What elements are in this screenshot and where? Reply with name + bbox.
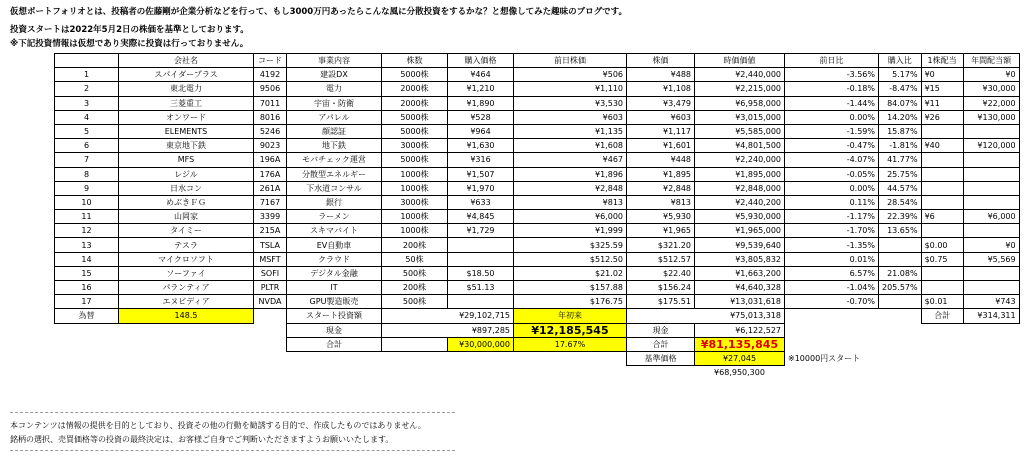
row-number: 8 bbox=[55, 167, 119, 181]
current-cash-value: ¥6,122,527 bbox=[695, 323, 785, 337]
dividend-per-share bbox=[921, 181, 963, 195]
share-count: 1000株 bbox=[382, 224, 448, 238]
header-dividend-per-share: 1株配当 bbox=[921, 54, 963, 68]
intro-line-2: 投資スタートは2022年5月2日の株価を基準としております。 bbox=[10, 25, 249, 35]
dividend-per-share: $0.75 bbox=[921, 252, 963, 266]
business: デジタル金融 bbox=[287, 266, 382, 280]
stock-code: SOFI bbox=[254, 266, 287, 280]
stock-code: 261A bbox=[254, 181, 287, 195]
current-cash-label: 現金 bbox=[627, 323, 695, 337]
intro-line-1: 仮想ポートフォリオとは、投稿者の佐藤剛が企業分析などを行って、もし3000万円あったらこんな風に分散投資をするかな？と想像してみた趣味のブログです。 bbox=[10, 7, 627, 17]
summary-row-4 bbox=[55, 351, 1020, 365]
row-number: 9 bbox=[55, 181, 119, 195]
share-count: 200株 bbox=[382, 238, 448, 252]
annual-dividend bbox=[963, 167, 1019, 181]
prev-close: ¥1,135 bbox=[514, 124, 627, 138]
purchase-price: ¥464 bbox=[448, 68, 514, 82]
company-name: レジル bbox=[119, 167, 254, 181]
annual-dividend: ¥130,000 bbox=[963, 110, 1019, 124]
business: ラーメン bbox=[287, 210, 382, 224]
annual-dividend bbox=[963, 266, 1019, 280]
stock-code: 215A bbox=[254, 224, 287, 238]
day-change: -1.35% bbox=[785, 238, 879, 252]
annual-dividend: ¥5,569 bbox=[963, 252, 1019, 266]
base-price-label: 基準価格 bbox=[627, 351, 695, 365]
table-row bbox=[55, 195, 1020, 209]
business: 宇宙・防衛 bbox=[287, 96, 382, 110]
ytd-percent: 17.67% bbox=[514, 337, 627, 351]
current-total-value: ¥81,135,845 bbox=[695, 337, 785, 351]
ytd-label: 年初来 bbox=[514, 309, 627, 323]
table-row bbox=[55, 181, 1020, 195]
day-change: -0.05% bbox=[785, 167, 879, 181]
company-name: タイミー bbox=[119, 224, 254, 238]
annual-dividend bbox=[963, 153, 1019, 167]
company-name: ソーファイ bbox=[119, 266, 254, 280]
purchase-price: ¥4,845 bbox=[448, 210, 514, 224]
market-value: ¥13,031,618 bbox=[695, 295, 785, 309]
current-price: ¥1,965 bbox=[627, 224, 695, 238]
dividend-per-share: ¥6 bbox=[921, 210, 963, 224]
header-code: コード bbox=[254, 54, 287, 68]
table-row bbox=[55, 124, 1020, 138]
row-number: 10 bbox=[55, 195, 119, 209]
dividend-per-share bbox=[921, 224, 963, 238]
day-change: -1.04% bbox=[785, 281, 879, 295]
purchase-price: ¥633 bbox=[448, 195, 514, 209]
dividend-total-label: 合計 bbox=[921, 309, 963, 323]
market-value: ¥4,801,500 bbox=[695, 139, 785, 153]
purchase-change: 14.20% bbox=[879, 110, 922, 124]
stock-code: 3399 bbox=[254, 210, 287, 224]
business: 電力 bbox=[287, 82, 382, 96]
share-count: 5000株 bbox=[382, 110, 448, 124]
share-count: 1000株 bbox=[382, 210, 448, 224]
purchase-price: ¥964 bbox=[448, 124, 514, 138]
dividend-per-share: ¥0 bbox=[921, 68, 963, 82]
share-count: 1000株 bbox=[382, 181, 448, 195]
purchase-change bbox=[879, 252, 922, 266]
row-number: 5 bbox=[55, 124, 119, 138]
day-change: 0.00% bbox=[785, 181, 879, 195]
prev-close: $21.02 bbox=[514, 266, 627, 280]
market-value: ¥1,965,000 bbox=[695, 224, 785, 238]
current-price: $512.57 bbox=[627, 252, 695, 266]
dividend-per-share: ¥15 bbox=[921, 82, 963, 96]
company-name: 日水コン bbox=[119, 181, 254, 195]
start-total-label: 合計 bbox=[287, 337, 382, 351]
purchase-change: 5.17% bbox=[879, 68, 922, 82]
market-value: ¥2,440,000 bbox=[695, 68, 785, 82]
current-market-value: ¥75,013,318 bbox=[627, 309, 785, 323]
business: 銀行 bbox=[287, 195, 382, 209]
market-value: ¥2,848,000 bbox=[695, 181, 785, 195]
portfolio-table bbox=[54, 53, 1020, 379]
dividend-per-share: ¥40 bbox=[921, 139, 963, 153]
day-change: -1.17% bbox=[785, 210, 879, 224]
prev-close: ¥6,000 bbox=[514, 210, 627, 224]
share-count: 500株 bbox=[382, 295, 448, 309]
market-value: ¥3,015,000 bbox=[695, 110, 785, 124]
table-row bbox=[55, 153, 1020, 167]
start-total-value: ¥30,000,000 bbox=[448, 337, 514, 351]
prev-close: $325.59 bbox=[514, 238, 627, 252]
company-name: テスラ bbox=[119, 238, 254, 252]
company-name: オンワード bbox=[119, 110, 254, 124]
annual-dividend bbox=[963, 124, 1019, 138]
purchase-price bbox=[448, 252, 514, 266]
company-name: めぶきＦＧ bbox=[119, 195, 254, 209]
dividend-total-value: ¥314,311 bbox=[963, 309, 1019, 323]
dividend-per-share: $0.01 bbox=[921, 295, 963, 309]
dividend-per-share bbox=[921, 124, 963, 138]
summary-row-3 bbox=[55, 337, 1020, 351]
row-number: 1 bbox=[55, 68, 119, 82]
purchase-change: 21.08% bbox=[879, 266, 922, 280]
current-price: ¥5,930 bbox=[627, 210, 695, 224]
company-name: ELEMENTS bbox=[119, 124, 254, 138]
share-count: 5000株 bbox=[382, 124, 448, 138]
market-value: ¥6,958,000 bbox=[695, 96, 785, 110]
purchase-price: ¥1,210 bbox=[448, 82, 514, 96]
company-name: スパイダープラス bbox=[119, 68, 254, 82]
business: クラウド bbox=[287, 252, 382, 266]
table-row bbox=[55, 82, 1020, 96]
share-count: 200株 bbox=[382, 281, 448, 295]
dividend-per-share: $0.00 bbox=[921, 238, 963, 252]
disclaimer-line-1: 本コンテンツは情報の提供を目的としており、投資その他の行動を勧誘する目的で、作成したものではありません。 bbox=[10, 421, 426, 430]
prev-close: ¥603 bbox=[514, 110, 627, 124]
base-price-note: ※10000円スタート bbox=[788, 354, 861, 364]
summary-row-1 bbox=[55, 309, 1020, 323]
share-count: 2000株 bbox=[382, 82, 448, 96]
dashed-divider-top bbox=[10, 412, 455, 413]
purchase-change: 41.77% bbox=[879, 153, 922, 167]
company-name: MFS bbox=[119, 153, 254, 167]
row-number: 13 bbox=[55, 238, 119, 252]
purchase-change: 13.65% bbox=[879, 224, 922, 238]
share-count: 2000株 bbox=[382, 96, 448, 110]
table-row bbox=[55, 96, 1020, 110]
prev-close: $157.88 bbox=[514, 281, 627, 295]
row-number: 14 bbox=[55, 252, 119, 266]
current-price: ¥1,895 bbox=[627, 167, 695, 181]
dividend-per-share bbox=[921, 167, 963, 181]
annual-dividend: ¥22,000 bbox=[963, 96, 1019, 110]
market-value: ¥3,805,832 bbox=[695, 252, 785, 266]
company-name: マイクロソフト bbox=[119, 252, 254, 266]
business: EV自動車 bbox=[287, 238, 382, 252]
day-change: -0.47% bbox=[785, 139, 879, 153]
market-value: ¥5,930,000 bbox=[695, 210, 785, 224]
purchase-price: ¥528 bbox=[448, 110, 514, 124]
company-name: パランティア bbox=[119, 281, 254, 295]
purchase-change: 84.07% bbox=[879, 96, 922, 110]
current-price: ¥2,848 bbox=[627, 181, 695, 195]
purchase-change bbox=[879, 295, 922, 309]
stock-code: MSFT bbox=[254, 252, 287, 266]
prev-close: $512.50 bbox=[514, 252, 627, 266]
dividend-per-share: ¥26 bbox=[921, 110, 963, 124]
stock-code: 8016 bbox=[254, 110, 287, 124]
business: アパレル bbox=[287, 110, 382, 124]
row-number: 16 bbox=[55, 281, 119, 295]
start-cash-value: ¥897,285 bbox=[382, 323, 514, 337]
header-purchase-price: 購入価格 bbox=[448, 54, 514, 68]
business: 地下鉄 bbox=[287, 139, 382, 153]
purchase-price bbox=[448, 295, 514, 309]
fx-label: 為替 bbox=[55, 309, 119, 323]
annual-dividend bbox=[963, 195, 1019, 209]
day-change: -1.44% bbox=[785, 96, 879, 110]
row-number: 11 bbox=[55, 210, 119, 224]
day-change: 0.11% bbox=[785, 195, 879, 209]
current-total-label: 合計 bbox=[627, 337, 695, 351]
purchase-change: 205.57% bbox=[879, 281, 922, 295]
day-change: 0.01% bbox=[785, 252, 879, 266]
prev-close: ¥813 bbox=[514, 195, 627, 209]
day-change: -0.18% bbox=[785, 82, 879, 96]
dividend-per-share bbox=[921, 195, 963, 209]
stock-code: 4192 bbox=[254, 68, 287, 82]
day-change: -0.70% bbox=[785, 295, 879, 309]
purchase-price: ¥1,507 bbox=[448, 167, 514, 181]
prev-close: ¥1,110 bbox=[514, 82, 627, 96]
market-value: ¥1,663,200 bbox=[695, 266, 785, 280]
ytd-value: ¥12,185,545 bbox=[514, 323, 627, 337]
share-count: 5000株 bbox=[382, 68, 448, 82]
header-market-value: 時価価値 bbox=[695, 54, 785, 68]
current-price: ¥1,108 bbox=[627, 82, 695, 96]
header-day-change: 前日比 bbox=[785, 54, 879, 68]
table-row bbox=[55, 266, 1020, 280]
current-price: ¥813 bbox=[627, 195, 695, 209]
purchase-price: ¥1,630 bbox=[448, 139, 514, 153]
header-annual-dividend: 年間配当額 bbox=[963, 54, 1019, 68]
current-price: ¥488 bbox=[627, 68, 695, 82]
purchase-price: ¥316 bbox=[448, 153, 514, 167]
header-shares: 株数 bbox=[382, 54, 448, 68]
header-prev-price: 前日株価 bbox=[514, 54, 627, 68]
stock-code: PLTR bbox=[254, 281, 287, 295]
day-change: 0.00% bbox=[785, 110, 879, 124]
start-invest-value: ¥29,102,715 bbox=[382, 309, 514, 323]
table-row bbox=[55, 167, 1020, 181]
market-value: ¥4,640,328 bbox=[695, 281, 785, 295]
table-row bbox=[55, 210, 1020, 224]
dividend-per-share bbox=[921, 266, 963, 280]
row-number: 7 bbox=[55, 153, 119, 167]
share-count: 5000株 bbox=[382, 153, 448, 167]
row-number: 12 bbox=[55, 224, 119, 238]
annual-dividend: ¥120,000 bbox=[963, 139, 1019, 153]
annual-dividend bbox=[963, 181, 1019, 195]
current-price: $156.24 bbox=[627, 281, 695, 295]
market-value: ¥2,240,000 bbox=[695, 153, 785, 167]
business: 分散型エネルギー bbox=[287, 167, 382, 181]
purchase-change bbox=[879, 238, 922, 252]
company-name: 山岡家 bbox=[119, 210, 254, 224]
annual-dividend bbox=[963, 281, 1019, 295]
day-change: -4.07% bbox=[785, 153, 879, 167]
purchase-change: 25.75% bbox=[879, 167, 922, 181]
previous-total-value: ¥68,950,300 bbox=[714, 368, 765, 378]
market-value: ¥5,585,000 bbox=[695, 124, 785, 138]
market-value: ¥2,215,000 bbox=[695, 82, 785, 96]
row-number: 6 bbox=[55, 139, 119, 153]
purchase-price: $51.13 bbox=[448, 281, 514, 295]
day-change: -1.70% bbox=[785, 224, 879, 238]
share-count: 3000株 bbox=[382, 195, 448, 209]
day-change: -1.59% bbox=[785, 124, 879, 138]
fx-value: 148.5 bbox=[119, 309, 254, 323]
stock-code: NVDA bbox=[254, 295, 287, 309]
stock-code: 9023 bbox=[254, 139, 287, 153]
header-company: 会社名 bbox=[119, 54, 254, 68]
current-price: $321.20 bbox=[627, 238, 695, 252]
prev-close: ¥506 bbox=[514, 68, 627, 82]
purchase-price bbox=[448, 238, 514, 252]
purchase-change: -8.47% bbox=[879, 82, 922, 96]
stock-code: 176A bbox=[254, 167, 287, 181]
table-row bbox=[55, 295, 1020, 309]
prev-close: ¥1,896 bbox=[514, 167, 627, 181]
share-count: 500株 bbox=[382, 266, 448, 280]
prev-close: ¥2,848 bbox=[514, 181, 627, 195]
business: 下水道コンサル bbox=[287, 181, 382, 195]
company-name: 東京地下鉄 bbox=[119, 139, 254, 153]
prev-close: ¥1,608 bbox=[514, 139, 627, 153]
current-price: ¥603 bbox=[627, 110, 695, 124]
current-price: ¥448 bbox=[627, 153, 695, 167]
annual-dividend bbox=[963, 224, 1019, 238]
dividend-per-share: ¥11 bbox=[921, 96, 963, 110]
table-row bbox=[55, 281, 1020, 295]
prev-close: ¥1,999 bbox=[514, 224, 627, 238]
company-name: 東北電力 bbox=[119, 82, 254, 96]
business: スキマバイト bbox=[287, 224, 382, 238]
row-number: 4 bbox=[55, 110, 119, 124]
purchase-price: $18.50 bbox=[448, 266, 514, 280]
summary-row-2 bbox=[55, 323, 1020, 337]
current-price: ¥1,117 bbox=[627, 124, 695, 138]
table-row bbox=[55, 252, 1020, 266]
base-price-value: ¥27,045 bbox=[695, 351, 785, 365]
disclaimer-line-2: 銘柄の選択、売買価格等の投資の最終決定は、お客様ご自身でご判断いただきますようお願いいたします。 bbox=[10, 435, 394, 444]
dashed-divider-bottom bbox=[10, 450, 455, 451]
day-change: 6.57% bbox=[785, 266, 879, 280]
share-count: 3000株 bbox=[382, 139, 448, 153]
current-price: $175.51 bbox=[627, 295, 695, 309]
stock-code: 5246 bbox=[254, 124, 287, 138]
dividend-per-share bbox=[921, 153, 963, 167]
market-value: ¥1,895,000 bbox=[695, 167, 785, 181]
table-header-row bbox=[55, 54, 1020, 68]
stock-code: 7167 bbox=[254, 195, 287, 209]
day-change: -3.56% bbox=[785, 68, 879, 82]
start-cash-label: 現金 bbox=[287, 323, 382, 337]
table-row bbox=[55, 139, 1020, 153]
purchase-price: ¥1,970 bbox=[448, 181, 514, 195]
annual-dividend: ¥0 bbox=[963, 68, 1019, 82]
current-price: ¥1,601 bbox=[627, 139, 695, 153]
table-row bbox=[55, 110, 1020, 124]
header-business: 事業内容 bbox=[287, 54, 382, 68]
share-count: 1000株 bbox=[382, 167, 448, 181]
summary-row-5 bbox=[55, 366, 1020, 380]
stock-code: 7011 bbox=[254, 96, 287, 110]
start-invest-label: スタート投資額 bbox=[287, 309, 382, 323]
business: モバチェック運営 bbox=[287, 153, 382, 167]
prev-close: ¥3,530 bbox=[514, 96, 627, 110]
stock-code: TSLA bbox=[254, 238, 287, 252]
purchase-change: -1.81% bbox=[879, 139, 922, 153]
table-row bbox=[55, 224, 1020, 238]
table-row bbox=[55, 238, 1020, 252]
current-price: ¥3,479 bbox=[627, 96, 695, 110]
prev-close: $176.75 bbox=[514, 295, 627, 309]
market-value: ¥2,440,200 bbox=[695, 195, 785, 209]
annual-dividend: ¥30,000 bbox=[963, 82, 1019, 96]
row-number: 17 bbox=[55, 295, 119, 309]
business: 顔認証 bbox=[287, 124, 382, 138]
stock-code: 196A bbox=[254, 153, 287, 167]
header-purchase-change: 購入比 bbox=[879, 54, 922, 68]
current-price: $22.40 bbox=[627, 266, 695, 280]
annual-dividend: ¥743 bbox=[963, 295, 1019, 309]
company-name: 三菱重工 bbox=[119, 96, 254, 110]
intro-line-3: ※下記投資情報は仮想であり実際に投資は行っておりません。 bbox=[10, 39, 249, 49]
annual-dividend: ¥0 bbox=[963, 238, 1019, 252]
header-price: 株価 bbox=[627, 54, 695, 68]
dividend-per-share bbox=[921, 281, 963, 295]
row-number: 15 bbox=[55, 266, 119, 280]
share-count: 50株 bbox=[382, 252, 448, 266]
prev-close: ¥467 bbox=[514, 153, 627, 167]
purchase-price: ¥1,890 bbox=[448, 96, 514, 110]
row-number: 2 bbox=[55, 82, 119, 96]
row-number: 3 bbox=[55, 96, 119, 110]
annual-dividend: ¥6,000 bbox=[963, 210, 1019, 224]
company-name: エヌビディア bbox=[119, 295, 254, 309]
business: IT bbox=[287, 281, 382, 295]
stock-code: 9506 bbox=[254, 82, 287, 96]
purchase-change: 44.57% bbox=[879, 181, 922, 195]
business: GPU製造販売 bbox=[287, 295, 382, 309]
header-no bbox=[55, 54, 119, 68]
market-value: ¥9,539,640 bbox=[695, 238, 785, 252]
purchase-change: 15.87% bbox=[879, 124, 922, 138]
business: 建設DX bbox=[287, 68, 382, 82]
table-row bbox=[55, 68, 1020, 82]
purchase-price: ¥1,729 bbox=[448, 224, 514, 238]
purchase-change: 22.39% bbox=[879, 210, 922, 224]
purchase-change: 28.54% bbox=[879, 195, 922, 209]
